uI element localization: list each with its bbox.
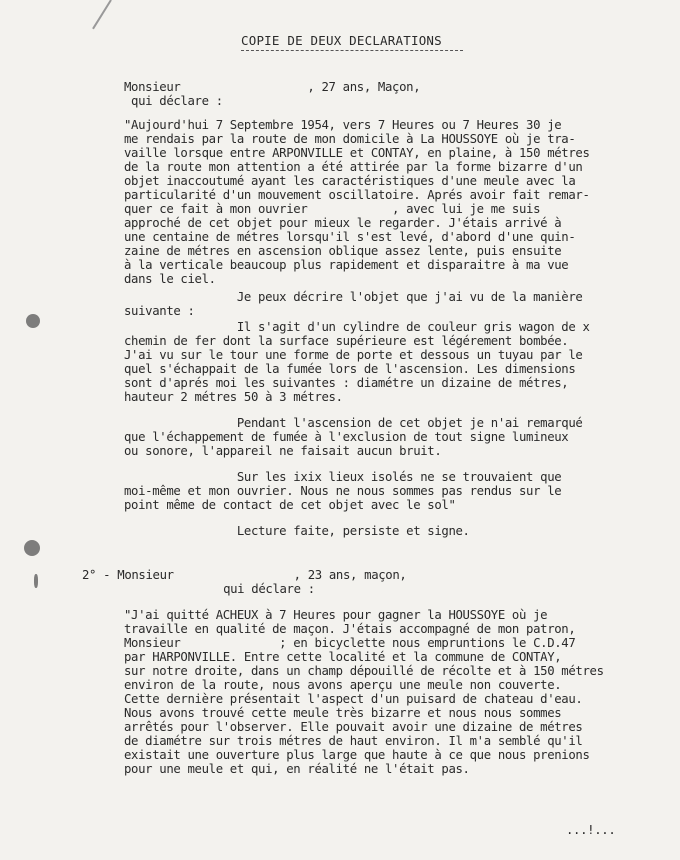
decl1-p1-line: quer ce fait à mon ouvrier , avec lui je me suis [124, 202, 541, 216]
decl1-p1-line: zaine de métres en ascension oblique assez lente, puis ensuite [124, 244, 562, 258]
decl1-p2-line: Je peux décrire l'objet que j'ai vu de la manière [124, 290, 583, 304]
decl1-p1-line: vaille lorsque entre ARPONVILLE et CONTAY, en plaine, à 150 métres [124, 146, 590, 160]
document-title: COPIE DE DEUX DECLARATIONS [241, 33, 442, 48]
decl1-p1-line: objet inaccoutumé ayant les caractéristiques d'une meule avec la [124, 174, 576, 188]
decl1-intro: Monsieur , 27 ans, Maçon, [124, 80, 421, 94]
decl1-p1-line: me rendais par la route de mon domicile à La HOUSSOYE où je tra- [124, 132, 576, 146]
decl2-p1-line: environ de la route, nous avons aperçu une meule non couverte. [124, 678, 562, 692]
decl1-qui-declare: qui déclare : [124, 94, 223, 108]
decl1-p3-line: Il s'agit d'un cylindre de couleur gris wagon de x [124, 320, 590, 334]
paper-tear-mark [34, 574, 38, 588]
decl1-p3-line: hauteur 2 métres 50 à 3 métres. [124, 390, 343, 404]
decl2-p1-line: par HARPONVILLE. Entre cette localité et la commune de CONTAY, [124, 650, 562, 664]
pen-scratch [92, 0, 112, 29]
decl1-p1-line: à la verticale beaucoup plus rapidement et disparaitre à ma vue [124, 258, 569, 272]
decl2-p1-line: existait une ouverture plus large que haute à ce que nous prenions [124, 748, 590, 762]
decl1-p4-line: que l'échappement de fumée à l'exclusion de tout signe lumineux [124, 430, 569, 444]
decl1-p1-line: dans le ciel. [124, 272, 216, 286]
title-underline [241, 50, 463, 51]
decl1-p1-line: de la route mon attention a été attirée par la forme bizarre d'un [124, 160, 583, 174]
punch-hole-mark [24, 540, 40, 556]
decl1-p3-line: sont d'aprés moi les suivantes : diamétre un dizaine de métres, [124, 376, 569, 390]
decl1-p3-line: chemin de fer dont la surface supérieure est légérement bombée. [124, 334, 569, 348]
decl1-p5-line: Sur les ixix lieux isolés ne se trouvaient que [124, 470, 562, 484]
decl1-p2-line: suivante : [124, 304, 195, 318]
decl2-p1-line: pour une meule et qui, en réalité ne l'était pas. [124, 762, 470, 776]
punch-hole-mark [26, 314, 40, 328]
decl1-p3-line: quel s'échappait de la fumée lors de l'ascension. Les dimensions [124, 362, 576, 376]
decl2-p1-line: Nous avons trouvé cette meule très bizarre et nous nous sommes [124, 706, 562, 720]
decl2-p1-line: de diamétre sur trois métres de haut environ. Il m'a semblé qu'il [124, 734, 583, 748]
decl1-closing: Lecture faite, persiste et signe. [124, 524, 470, 538]
decl1-p4-line: Pendant l'ascension de cet objet je n'ai remarqué [124, 416, 583, 430]
decl2-p1-line: travaille en qualité de maçon. J'étais accompagné de mon patron, [124, 622, 576, 636]
decl2-p1-line: "J'ai quitté ACHEUX à 7 Heures pour gagner la HOUSSOYE où je [124, 608, 548, 622]
decl1-p5-line: point même de contact de cet objet avec le sol" [124, 498, 456, 512]
decl1-p5-line: moi-même et mon ouvrier. Nous ne nous sommes pas rendus sur le [124, 484, 562, 498]
decl2-p1-line: arrêtés pour l'observer. Elle pouvait avoir une dizaine de métres [124, 720, 583, 734]
decl1-p1-line: une centaine de métres lorsqu'il s'est levé, d'abord d'une quin- [124, 230, 576, 244]
continuation-mark: ...!... [566, 823, 616, 837]
decl2-qui-declare: qui déclare : [82, 582, 315, 596]
decl1-p1-line: particularité d'un mouvement oscillatoire. Aprés avoir fait remar- [124, 188, 590, 202]
decl1-p4-line: ou sonore, l'appareil ne faisait aucun bruit. [124, 444, 442, 458]
decl2-p1-line: sur notre droite, dans un champ dépouillé de récolte et à 150 métres [124, 664, 604, 678]
decl1-p1-line: "Aujourd'hui 7 Septembre 1954, vers 7 Heures ou 7 Heures 30 je [124, 118, 562, 132]
decl1-p3-line: J'ai vu sur le tour une forme de porte et dessous un tuyau par le [124, 348, 583, 362]
decl2-intro: 2° - Monsieur , 23 ans, maçon, [82, 568, 407, 582]
decl2-p1-line: Monsieur ; en bicyclette nous empruntions le C.D.47 [124, 636, 576, 650]
decl2-p1-line: Cette dernière présentait l'aspect d'un puisard de chateau d'eau. [124, 692, 583, 706]
decl1-p1-line: approché de cet objet pour mieux le regarder. J'étais arrivé à [124, 216, 562, 230]
